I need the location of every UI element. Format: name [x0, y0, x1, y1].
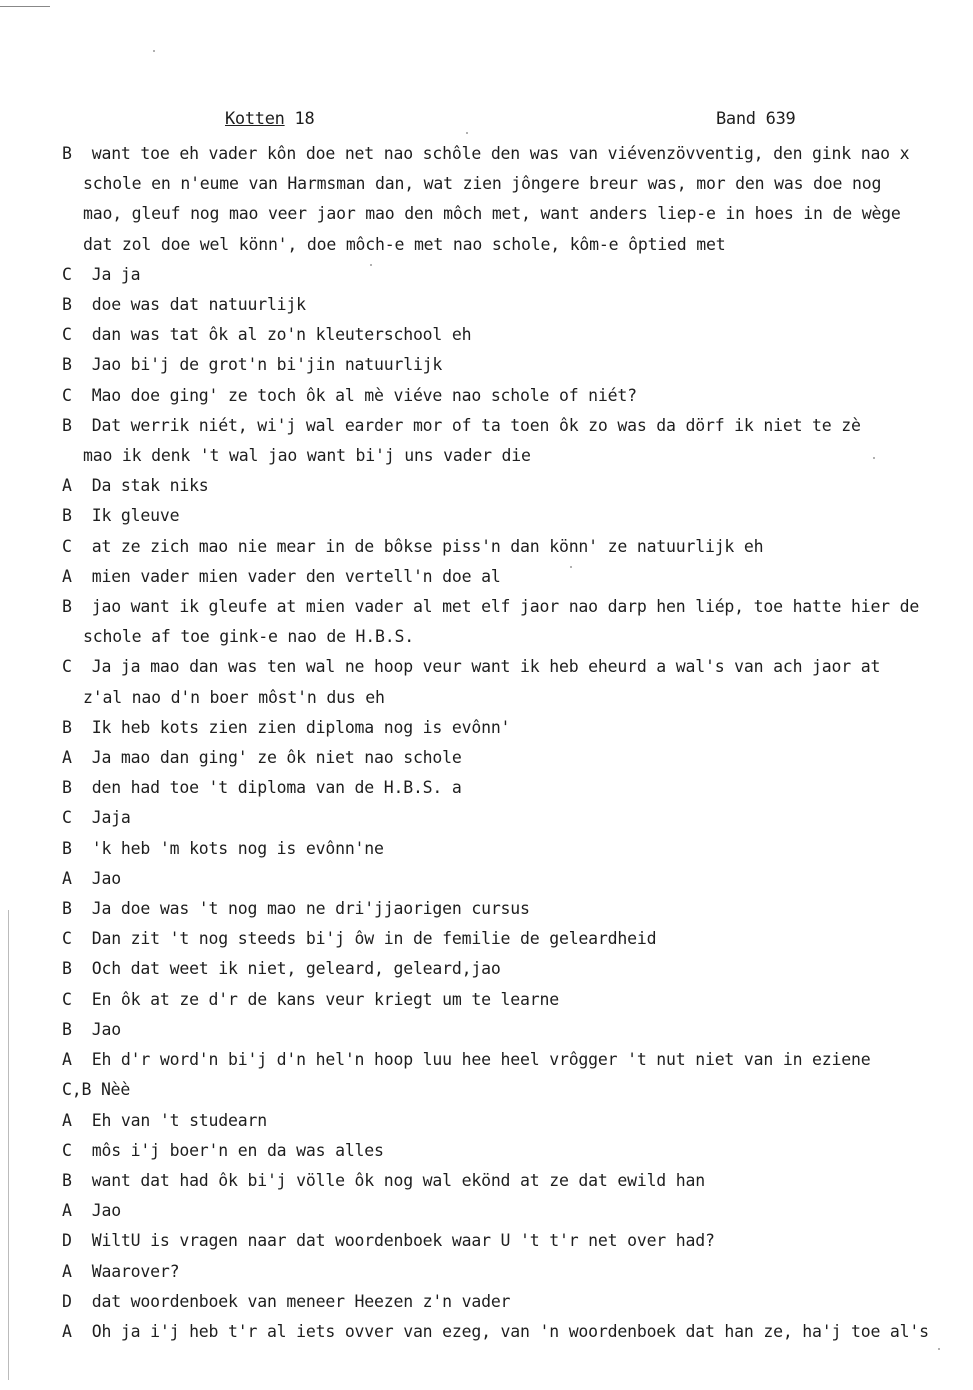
utterance-text: dat woordenboek van meneer Heezen z'n vader — [91, 1291, 511, 1311]
utterance-text: schole en n'eume van Harmsman dan, wat zien jôngere breur was, mor den was doe nog — [83, 174, 882, 194]
utterance-text: Ja ja mao dan was ten wal ne hoop veur want ik heb eheurd a wal's van ach jaor at — [91, 657, 881, 677]
transcript-line — [62, 924, 962, 954]
speaker-label: C — [62, 929, 72, 949]
margin-mark — [8, 910, 9, 1380]
utterance-text: Mao doe ging' ze toch ôk al mè viéve nao schole of niét? — [91, 385, 637, 405]
speaker-label: B — [62, 144, 72, 163]
speaker-label: C,B — [62, 1080, 92, 1100]
transcript-line — [62, 592, 962, 622]
speaker-label: B — [62, 597, 72, 617]
transcript-line — [62, 320, 962, 350]
speaker-label: A — [62, 476, 72, 496]
utterance-text: Ja ja — [91, 264, 141, 284]
utterance-text: z'al nao d'n boer môst'n dus eh — [83, 687, 385, 707]
transcript-line — [62, 1257, 962, 1287]
utterance-text: schole af toe gink-e nao de H.B.S. — [83, 627, 414, 647]
speaker-label: C — [62, 264, 72, 284]
top-rule — [0, 6, 50, 7]
speaker-label: B — [62, 1170, 72, 1190]
speckle — [153, 50, 155, 52]
speaker-label: A — [62, 1321, 72, 1341]
speaker-label: C — [62, 385, 72, 405]
band-label: Band 639 — [716, 109, 796, 129]
utterance-text: Jao — [91, 868, 121, 888]
speaker-label: A — [62, 566, 72, 586]
utterance-text: Waarover? — [91, 1261, 180, 1281]
utterance-text: Och dat weet ik niet, geleard, geleard,jao — [91, 959, 501, 979]
speaker-label: A — [62, 1050, 72, 1070]
utterance-text: Dat werrik niét, wi'j wal earder mor of ta toen ôk zo was da dörf ik niet te zè — [91, 415, 861, 435]
utterance-text: Jao bi'j de grot'n bi'jin natuurlijk — [91, 355, 443, 375]
utterance-text: mao, gleuf nog mao veer jaor mao den môch met, want anders liep-e in hoes in de wège — [83, 204, 901, 224]
utterance-text: En ôk at ze d'r de kans veur kriegt um te learne — [91, 989, 559, 1009]
speaker-label: D — [62, 1231, 72, 1251]
transcript-line — [62, 260, 962, 290]
transcript-line — [62, 1226, 962, 1256]
utterance-text: Oh ja i'j heb t'r al iets ovver van ezeg, van 'n woordenboek dat han ze, ha'j toe al's — [91, 1321, 929, 1341]
speaker-label: B — [62, 778, 72, 798]
speaker-label: B — [62, 295, 72, 315]
utterance-text: dan was tat ôk al zo'n kleuterschool eh — [91, 325, 472, 345]
speaker-label: B — [62, 355, 72, 375]
speckle — [570, 566, 572, 568]
transcript — [62, 139, 962, 1347]
utterance-text: jao want ik gleufe at mien vader al met elf jaor nao darp hen liép, toe hatte hier de — [91, 597, 920, 617]
utterance-text: Jao — [91, 1201, 121, 1221]
transcript-line — [62, 1287, 962, 1317]
speaker-label: A — [62, 1201, 72, 1221]
transcript-line — [62, 894, 962, 924]
transcript-line — [62, 864, 962, 894]
transcript-line — [62, 381, 962, 411]
speaker-label: C — [62, 325, 72, 345]
transcript-line — [62, 834, 962, 864]
transcript-line — [62, 290, 962, 320]
transcript-line — [62, 230, 962, 260]
transcript-line — [62, 652, 962, 682]
transcript-line — [62, 743, 962, 773]
speaker-label: A — [62, 1110, 72, 1130]
utterance-text: Dan zit 't nog steeds bi'j ôw in de femilie de geleardheid — [91, 929, 657, 949]
speaker-label: B — [62, 506, 72, 526]
transcript-line — [62, 1015, 962, 1045]
speaker-label: B — [62, 717, 72, 737]
transcript-line — [62, 199, 962, 229]
utterance-text: at ze zich mao nie mear in de bôkse piss'n dan könn' ze natuurlijk eh — [91, 536, 764, 556]
utterance-text: Ja doe was 't nog mao ne dri'jjaorigen cursus — [91, 899, 530, 919]
utterance-text: want dat had ôk bi'j völle ôk nog wal ekönd at ze dat ewild han — [91, 1170, 705, 1190]
speaker-label: A — [62, 1261, 72, 1281]
transcript-line — [62, 139, 962, 169]
transcript-line — [62, 441, 962, 471]
page-title — [225, 109, 314, 129]
transcript-line — [62, 1106, 962, 1136]
utterance-text: Nèè — [100, 1080, 131, 1100]
utterance-text: Da stak niks — [91, 476, 209, 496]
utterance-text: Jao — [91, 1019, 121, 1039]
transcript-line — [62, 954, 962, 984]
transcript-line — [62, 622, 962, 652]
speaker-label: C — [62, 808, 72, 828]
utterance-text: Jaja — [91, 808, 131, 828]
transcript-line — [62, 562, 962, 592]
transcript-line — [62, 1166, 962, 1196]
transcript-line — [62, 1075, 962, 1105]
transcript-line — [62, 411, 962, 441]
speaker-label: C — [62, 657, 72, 677]
speaker-label: B — [62, 899, 72, 919]
speaker-label: A — [62, 748, 72, 768]
utterance-text: dat zol doe wel könn', doe môch-e met nao schole, kôm-e ôptied met — [83, 234, 726, 254]
utterance-text: Eh van 't studearn — [91, 1110, 267, 1130]
utterance-text: Ik gleuve — [91, 506, 180, 526]
transcript-line — [62, 803, 962, 833]
transcript-line — [62, 350, 962, 380]
speaker-label: B — [62, 415, 72, 435]
speaker-label: A — [62, 868, 72, 888]
speckle — [370, 264, 372, 266]
transcript-line — [62, 985, 962, 1015]
speckle — [873, 457, 875, 459]
utterance-text: mien vader mien vader den vertell'n doe al — [91, 566, 501, 586]
title-number: 18 — [284, 109, 315, 129]
speaker-label: B — [62, 838, 72, 858]
transcript-line — [62, 1317, 962, 1347]
transcript-line — [62, 1045, 962, 1075]
utterance-text: Ik heb kots zien zien diploma nog is evônn' — [91, 717, 511, 737]
utterance-text: doe was dat natuurlijk — [91, 295, 306, 315]
utterance-text: den had toe 't diploma van de H.B.S. a — [91, 778, 462, 798]
speaker-label: B — [62, 959, 72, 979]
speaker-label: B — [62, 1019, 72, 1039]
transcript-line — [62, 713, 962, 743]
utterance-text: 'k heb 'm kots nog is evônn'ne — [91, 838, 384, 858]
transcript-line — [62, 471, 962, 501]
speaker-label: D — [62, 1291, 72, 1311]
transcript-line — [62, 501, 962, 531]
speckle — [938, 1348, 940, 1350]
speaker-label: C — [62, 1140, 72, 1160]
speaker-label: C — [62, 989, 72, 1009]
utterance-text: Eh d'r word'n bi'j d'n hel'n hoop luu hee heel vrôgger 't nut niet van in eziene — [91, 1050, 871, 1070]
speckle — [466, 132, 468, 134]
utterance-text: want toe eh vader kôn doe net nao schôle den was van viévenzövventig, den gink nao x — [91, 144, 910, 163]
utterance-text: Ja mao dan ging' ze ôk niet nao schole — [91, 748, 462, 768]
transcript-line — [62, 773, 962, 803]
utterance-text: mao ik denk 't wal jao want bi'j uns vader die — [83, 446, 531, 466]
title-prefix: Kotten — [225, 109, 285, 129]
transcript-line — [62, 1196, 962, 1226]
transcript-line — [62, 683, 962, 713]
utterance-text: môs i'j boer'n en da was alles — [91, 1140, 384, 1160]
transcript-line — [62, 169, 962, 199]
transcript-line — [62, 532, 962, 562]
transcript-line — [62, 1136, 962, 1166]
speaker-label: C — [62, 536, 72, 556]
utterance-text: WiltU is vragen naar dat woordenboek waar U 't t'r net over had? — [91, 1231, 715, 1251]
